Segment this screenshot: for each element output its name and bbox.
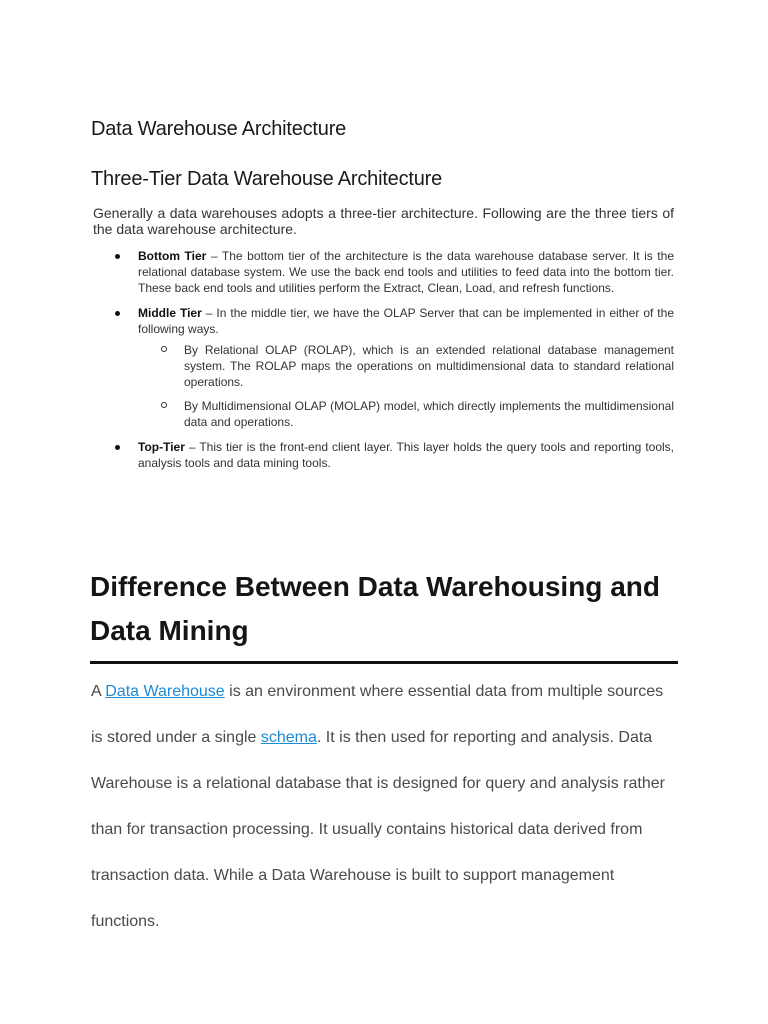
- comparison-heading: Difference Between Data Warehousing and Data Mining: [90, 565, 678, 664]
- tier-name: Top-Tier: [138, 440, 185, 454]
- sublist-text: By Relational OLAP (ROLAP), which is an extended relational database management system. The ROLAP maps the operations on multidimensional data to standard relational operations.: [184, 343, 674, 389]
- tier-name: Bottom Tier: [138, 249, 207, 263]
- tier-description: – This tier is the front-end client layer. This layer holds the query tools and reporting tools, analysis tools and data mining tools.: [138, 440, 674, 470]
- bullet-icon: [115, 445, 120, 450]
- section-title: Data Warehouse Architecture: [91, 118, 347, 140]
- hollow-bullet-icon: [161, 402, 167, 408]
- section-subtitle: Three-Tier Data Warehouse Architecture: [91, 168, 443, 190]
- tier-description: – In the middle tier, we have the OLAP Server that can be implemented in either of the following ways.: [138, 306, 674, 336]
- olap-sublist: [138, 342, 674, 430]
- hollow-bullet-icon: [161, 346, 167, 352]
- sublist-item-molap: [138, 398, 674, 430]
- list-item-bottom-tier: [108, 248, 674, 296]
- tier-description: – The bottom tier of the architecture is the data warehouse database server. It is the relational database system. We use the back end tools and utilities to feed data into the bottom tier. These back end tools and utilities perform the Extract, Clean, Load, and refresh functions.: [138, 249, 674, 295]
- sublist-text: By Multidimensional OLAP (MOLAP) model, which directly implements the multidimensional data and operations.: [184, 399, 674, 429]
- list-item-top-tier: [108, 439, 674, 471]
- tier-name: Middle Tier: [138, 306, 202, 320]
- tier-list: [108, 248, 674, 471]
- bullet-icon: [115, 311, 120, 316]
- list-item-middle-tier: [108, 305, 674, 430]
- schema-link[interactable]: schema: [260, 729, 317, 746]
- sublist-item-rolap: [138, 342, 674, 390]
- data-warehouse-link[interactable]: Data Warehouse: [105, 683, 225, 700]
- paragraph-text: is an environment where essential data from multiple sources is stored under a single: [91, 683, 664, 746]
- bullet-icon: [115, 254, 120, 259]
- paragraph-text: . It is then used for reporting and analysis. Data Warehouse is a relational database that is designed for query and analysis rather than for transaction processing. It usually contains historical data derived from transaction data. While a Data Warehouse is built to support management functions.: [91, 729, 665, 930]
- intro-paragraph: Generally a data warehouses adopts a three-tier architecture. Following are the three tiers of the data warehouse architecture.: [93, 205, 674, 237]
- paragraph-text: A: [91, 683, 106, 700]
- data-warehouse-paragraph: [91, 669, 678, 945]
